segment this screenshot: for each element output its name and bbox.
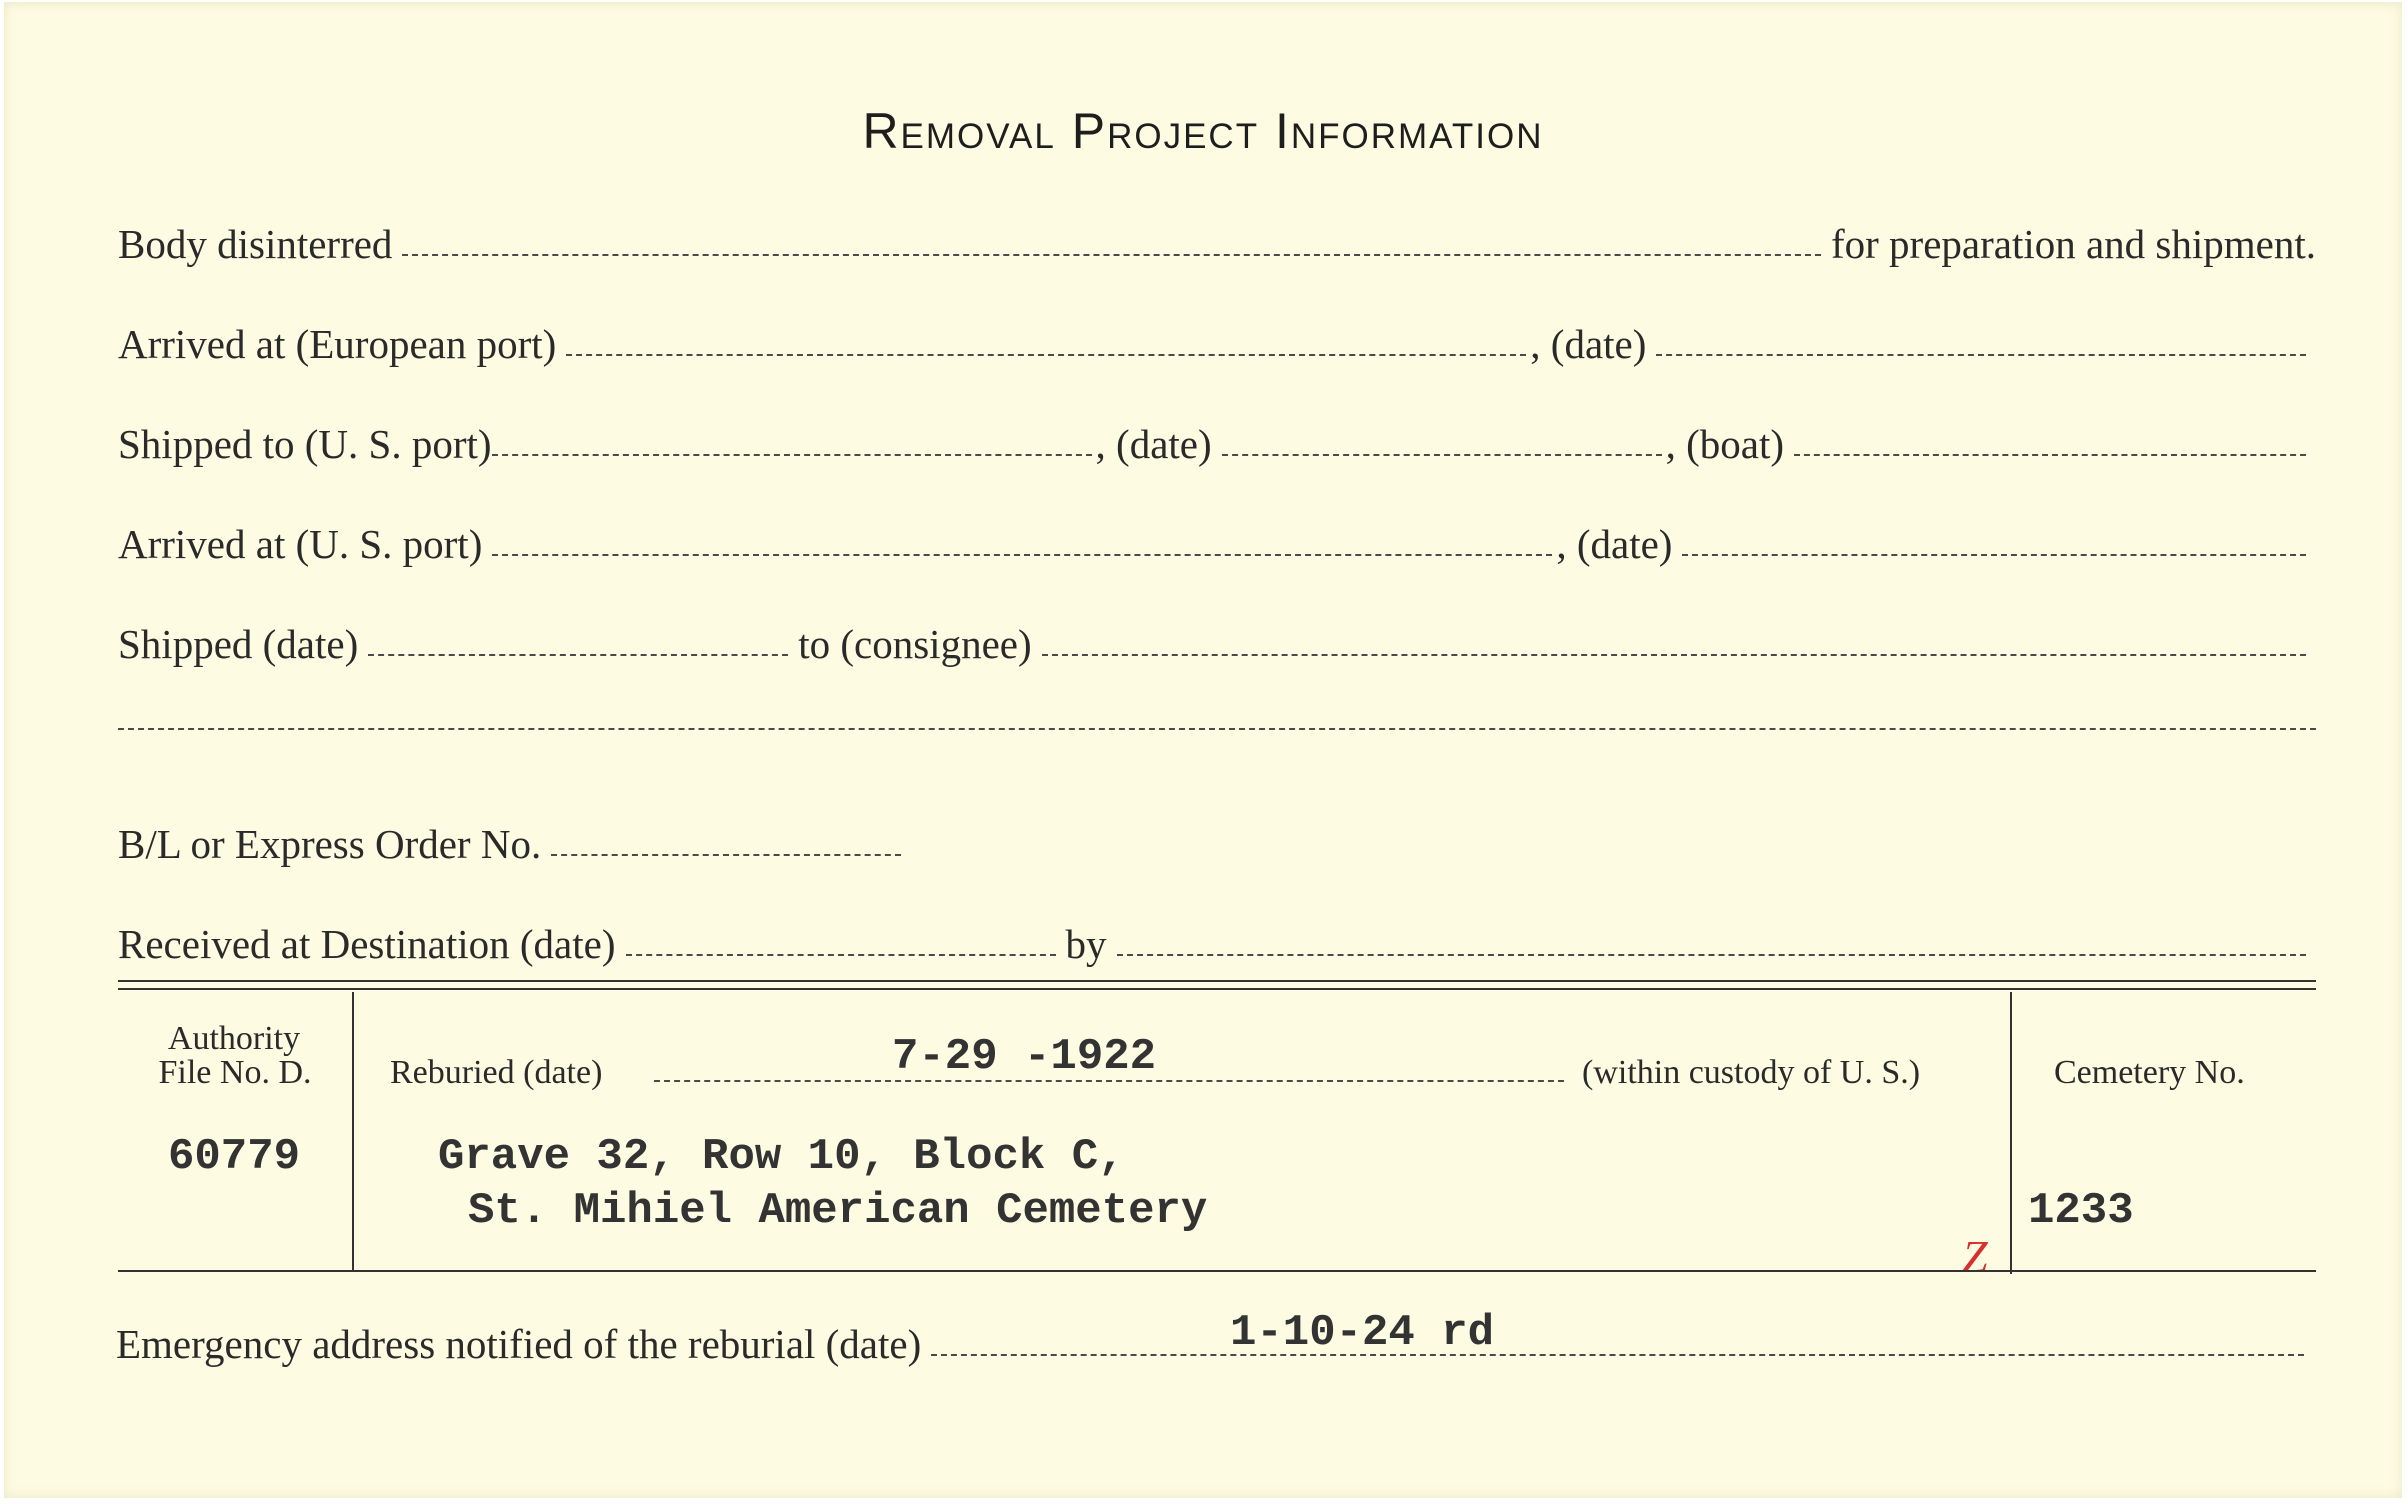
body-disinterred-label: Body disinterred: [118, 221, 393, 267]
by-label: by: [1065, 921, 1107, 967]
arrived-us-date-label: , (date): [1556, 521, 1673, 567]
reburied-date-value: 7-29 -1922: [892, 1032, 1157, 1082]
shipped-us-date-field[interactable]: [1222, 444, 1662, 456]
arrived-european-label: Arrived at (European port): [118, 321, 557, 367]
emergency-label: Emergency address notified of the reburial (date): [116, 1321, 922, 1367]
form-title: Removal Project Information: [862, 103, 1544, 159]
record-card: [4, 2, 2402, 1498]
grave-location-line-1: Grave 32, Row 10, Block C,: [438, 1132, 1125, 1182]
row-emergency: [116, 1320, 2314, 1368]
received-date-field[interactable]: [626, 944, 1056, 956]
consignee-field[interactable]: [1042, 644, 2306, 656]
emergency-date-value: 1-10-24 rd: [1230, 1308, 1495, 1358]
shipped-us-date-label: , (date): [1095, 421, 1212, 467]
shipped-date-field[interactable]: [368, 644, 788, 656]
arrived-us-label: Arrived at (U. S. port): [118, 521, 483, 567]
top-rule-2: [118, 988, 2316, 990]
divider-cemetery: [2010, 992, 2012, 1274]
consignee-label: to (consignee): [798, 621, 1032, 667]
top-rule-1: [118, 980, 2316, 982]
row-bl-order: [118, 820, 2316, 868]
bl-order-field[interactable]: [551, 844, 901, 856]
shipped-us-label: Shipped to (U. S. port): [118, 421, 492, 467]
row-arrived-european: [118, 320, 2316, 368]
bottom-rule: [118, 1270, 2316, 1272]
row-consignee-continued: [118, 720, 2316, 732]
row-received: [118, 920, 2316, 968]
cemetery-number-value: 1233: [2028, 1186, 2134, 1236]
received-by-field[interactable]: [1117, 944, 2307, 956]
row-body-disinterred: [118, 220, 2316, 268]
european-port-field[interactable]: [566, 344, 1526, 356]
boat-label: , (boat): [1665, 421, 1785, 467]
preparation-shipment-label: for preparation and shipment.: [1830, 221, 2316, 267]
custody-label: (within custody of U. S.): [1582, 1054, 1921, 1091]
arrived-us-date-field[interactable]: [1682, 544, 2306, 556]
row-shipped-us: [118, 420, 2316, 468]
authority-label-1: Authority: [167, 1020, 301, 1057]
grave-location-line-2: St. Mihiel American Cemetery: [468, 1186, 1208, 1236]
reburied-date-label: Reburied (date): [390, 1054, 603, 1091]
boat-field[interactable]: [1794, 444, 2306, 456]
arrived-european-date-label: , (date): [1530, 321, 1647, 367]
red-check-mark: Z: [1962, 1231, 1988, 1282]
received-label: Received at Destination (date): [118, 921, 616, 967]
cemetery-number-label: Cemetery No.: [2054, 1054, 2245, 1091]
bl-order-label: B/L or Express Order No.: [118, 821, 542, 867]
body-disinterred-field[interactable]: [402, 244, 1821, 256]
consignee-continued-field[interactable]: [118, 718, 2316, 730]
us-port-field[interactable]: [492, 444, 1092, 456]
emergency-date-field[interactable]: [931, 1344, 2304, 1356]
row-arrived-us: [118, 520, 2316, 568]
divider-authority: [352, 992, 354, 1270]
row-shipped-date: [118, 620, 2316, 668]
authority-label-2: File No. D.: [158, 1054, 312, 1091]
arrived-us-port-field[interactable]: [492, 544, 1552, 556]
arrived-european-date-field[interactable]: [1656, 344, 2306, 356]
shipped-date-label: Shipped (date): [118, 621, 359, 667]
authority-file-number: 60779: [168, 1132, 301, 1182]
